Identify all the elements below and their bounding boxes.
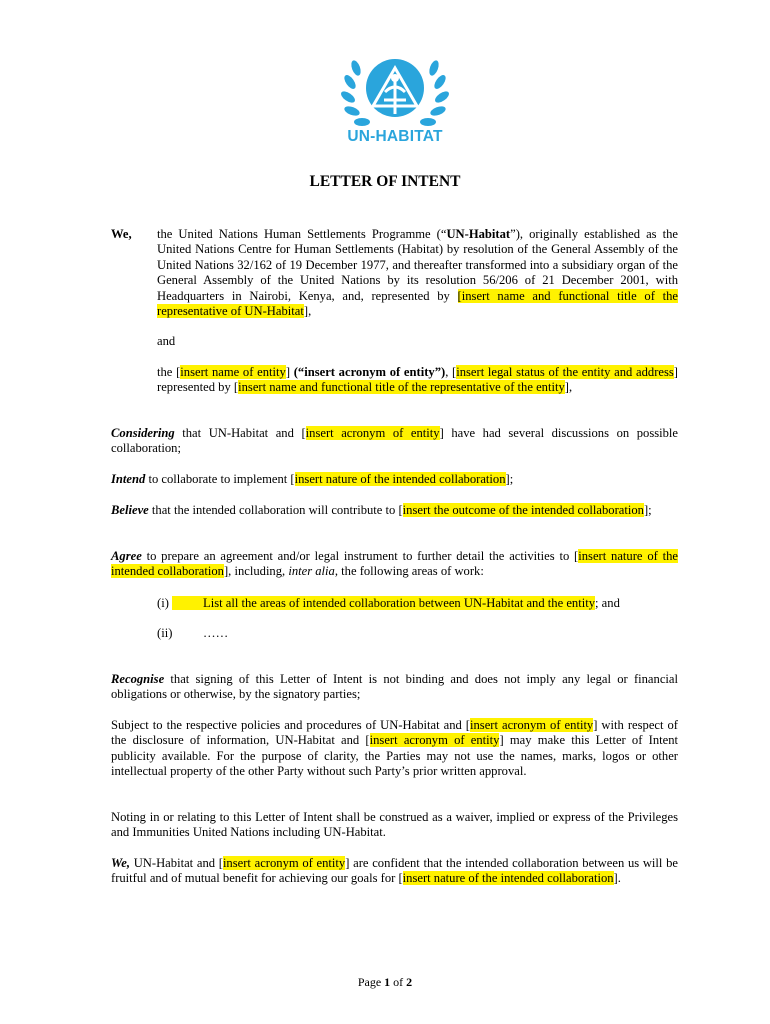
placeholder-highlight: insert acronym of entity (470, 718, 594, 732)
subject-paragraph: Subject to the respective policies and procedures of UN-Habitat and [insert acronym of entity] with respect of the disclosure of information, UN-Habitat and [insert acronym of entity] may make this Letter of Intent publicity available. For the purpose of clarity, the Parties may not use the names, marks, logos or other intellectual property of the other Party without such Party’s prior written approval. (111, 718, 679, 779)
placeholder-highlight: insert name of entity (180, 365, 286, 379)
list-item-number: (i) (157, 596, 169, 610)
party-two-paragraph: the [insert name of entity] (“insert acronym of entity”), [insert legal status of the entity and address] represented by [insert name and functional title of the representative of the entity], (157, 365, 678, 395)
placeholder-highlight: insert the outcome of the intended collaboration (402, 503, 644, 517)
and-text: and (157, 334, 176, 348)
intend-paragraph: Intend to collaborate to implement [insert nature of the intended collaboration]; (111, 472, 514, 486)
placeholder-highlight: insert legal status of the entity and address (456, 365, 674, 379)
logo-wordmark: UN-HABITAT (347, 128, 443, 145)
placeholder-highlight: insert nature of the intended collaboration (294, 472, 506, 486)
placeholder-highlight: insert acronym of entity (369, 733, 500, 748)
document-title: LETTER OF INTENT (309, 173, 461, 190)
placeholder-highlight: insert name and functional title of the representative of the entity (238, 380, 565, 395)
considering-paragraph: Considering that UN-Habitat and [insert acronym of entity] have had several discussions on possible collaboration; (111, 426, 679, 456)
placeholder-highlight: insert nature of the intended collaboration (402, 871, 614, 886)
recognise-paragraph: Recognise that signing of this Letter of Intent is not binding and does not imply any legal or financial obligations or otherwise, by the signatory parties; (111, 672, 678, 702)
believe-paragraph: Believe that the intended collaboration will contribute to [insert the outcome of the intended collaboration]; (111, 503, 652, 517)
placeholder-highlight: List all the areas of intended collaboration between UN-Habitat and the entity (172, 596, 595, 610)
placeholder-highlight: insert nature of the intended collaboration (111, 549, 678, 579)
placeholder-highlight: insert acronym of entity (305, 426, 440, 440)
we-closing-paragraph: We, UN-Habitat and [insert acronym of entity] are confident that the intended collaboration between us will be fruitful and of mutual benefit for achieving our goals for [insert nature of the intended collaboration]. (111, 856, 679, 886)
party-one-paragraph: the United Nations Human Settlements Programme (“UN-Habitat”), originally established as the United Nations Centre for Human Settlements (Habitat) by resolution of the General Assembly of the United Nations 32/162 of 19 December 1977, and thereafter transformed into a subsidiary organ of the General Assembly of the United Nations by its resolution 56/206 of 21 December 2001, with Headquarters in Nairobi, Kenya, and, represented by [insert name and functional title of the representative of UN-Habitat], (157, 227, 679, 319)
list-item-number: (ii) (157, 626, 173, 640)
list-item: List all the areas of intended collaboration between UN-Habitat and the entity; and (172, 596, 682, 611)
we-label: We, (111, 227, 132, 241)
placeholder-highlight: [insert name and functional title of the representative of UN-Habitat (157, 288, 678, 319)
placeholder-highlight: insert acronym of entity (222, 856, 346, 870)
list-item: …… (203, 626, 229, 640)
noting-paragraph: Noting in or relating to this Letter of Intent shall be construed as a waiver, implied or express of the Privileges and Immunities United Nations including UN-Habitat. (111, 810, 678, 840)
agree-paragraph: Agree to prepare an agreement and/or legal instrument to further detail the activities to [insert nature of the intended collaboration], including, inter alia, the following areas of work: (111, 549, 678, 579)
page-number-footer: Page 1 of 2 (357, 975, 413, 989)
